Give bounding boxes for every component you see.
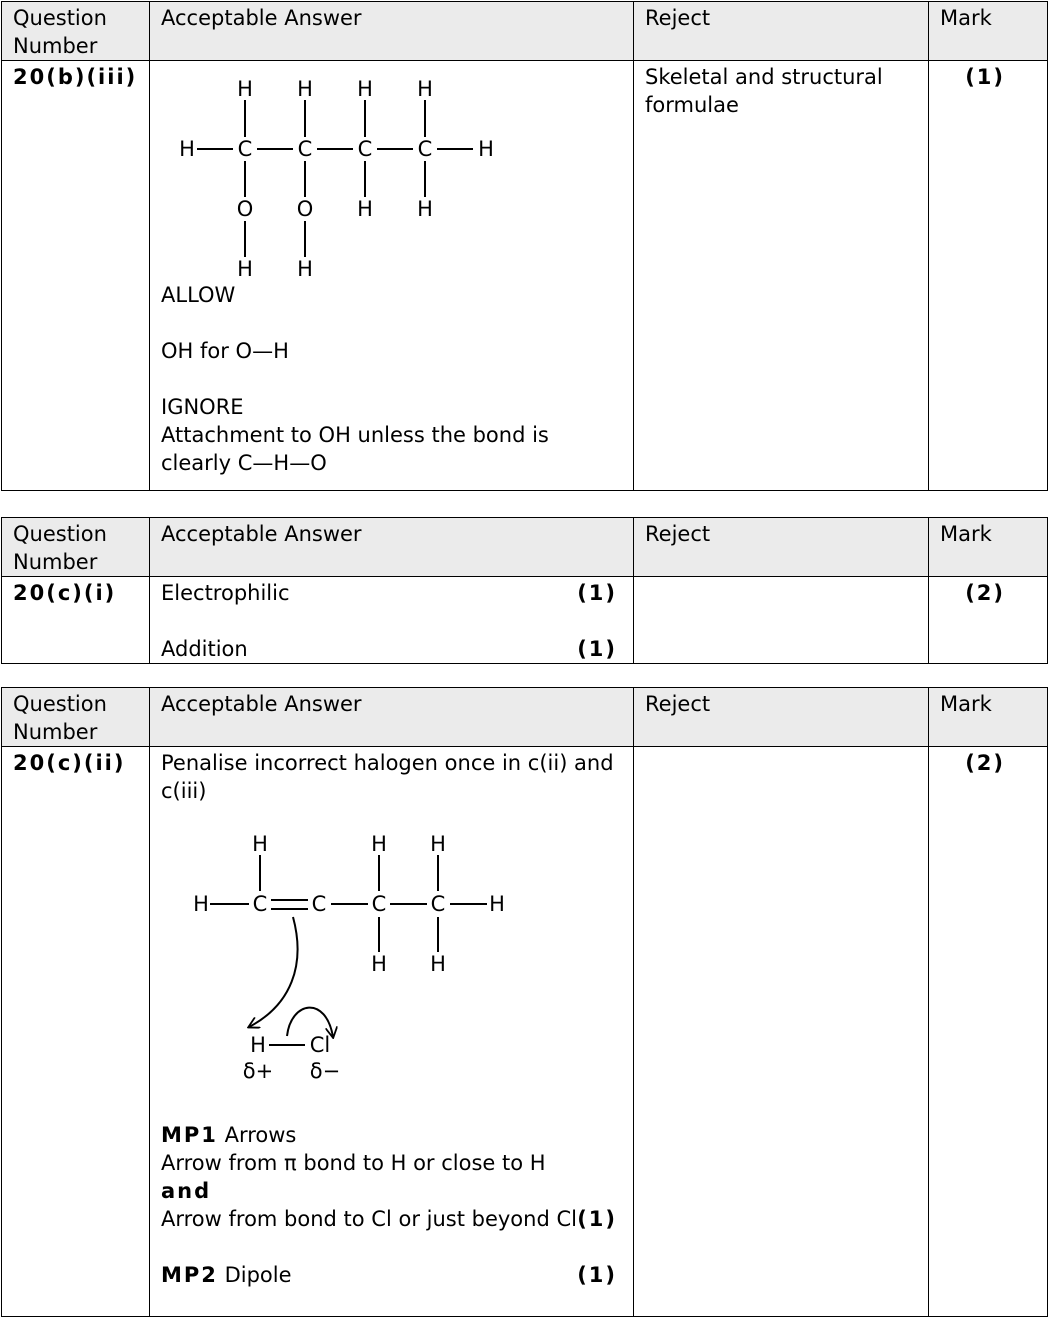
answer-line: [161, 635, 623, 663]
mark-cell: (1): [929, 61, 1048, 491]
h-atom: H: [430, 952, 446, 976]
delta-minus-label: δ−: [309, 1059, 341, 1083]
header-question-number: Question Number: [2, 688, 150, 747]
mark-cell: (2): [929, 747, 1048, 1317]
h-atom: H: [237, 257, 253, 281]
h-atom: H: [371, 832, 387, 856]
mp2-label: MP2: [161, 1263, 218, 1287]
o-atom: O: [296, 197, 314, 221]
header-acceptable-answer: Acceptable Answer: [150, 518, 634, 577]
h-atom: H: [430, 832, 446, 856]
h-atom: H: [478, 137, 494, 161]
penalty-note: Penalise incorrect halogen once in c(ii) and c(iii): [161, 751, 614, 803]
c-atom: C: [430, 892, 446, 916]
header-row: [2, 688, 1048, 747]
h-atom: H: [179, 137, 195, 161]
header-reject: Reject: [634, 2, 929, 61]
acceptable-answer-cell: [150, 61, 634, 491]
markscheme-table-20biii: [1, 1, 1048, 491]
answer-row: [2, 61, 1048, 491]
mp2-title: Dipole: [224, 1263, 292, 1287]
question-number: 20(b)(iii): [2, 61, 150, 491]
mp1-line2: [161, 1205, 623, 1233]
h-atom: H: [193, 892, 209, 916]
answer-line: [161, 579, 623, 607]
mp1-title: Arrows: [224, 1123, 297, 1147]
butanediol-structure: [161, 63, 521, 281]
c-atom: C: [417, 137, 433, 161]
h-atom: H: [357, 197, 373, 221]
mp2-mark: (1): [577, 1263, 617, 1287]
answer-text: Electrophilic: [161, 581, 290, 605]
acceptable-answer-cell: [150, 747, 634, 1317]
mp1-line2-text: Arrow from bond to Cl or just beyond Cl: [161, 1207, 577, 1231]
cl-atom: Cl: [309, 1033, 331, 1057]
reject-cell: [634, 747, 929, 1317]
ignore-text: Attachment to OH unless the bond is clearly C—H—O: [161, 423, 549, 475]
mark-cell: (2): [929, 577, 1048, 664]
h-atom: H: [489, 892, 505, 916]
reject-cell: [634, 577, 929, 664]
markscheme-table-20ci: [1, 517, 1048, 664]
mp1-heading: [161, 1121, 623, 1149]
c-atom: C: [297, 137, 313, 161]
answer-row: [2, 577, 1048, 664]
c-atom: C: [371, 892, 387, 916]
h-atom: H: [237, 77, 253, 101]
h-atom: H: [417, 197, 433, 221]
header-mark: Mark: [929, 688, 1048, 747]
h-atom: H: [252, 832, 268, 856]
answer-row: [2, 747, 1048, 1317]
c-atom: C: [252, 892, 268, 916]
acceptable-answer-cell: [150, 577, 634, 664]
question-number: 20(c)(i): [2, 577, 150, 664]
header-reject: Reject: [634, 518, 929, 577]
delta-plus-label: δ+: [242, 1059, 274, 1083]
mp1-label: MP1: [161, 1123, 218, 1147]
h-atom: H: [297, 257, 313, 281]
header-row: [2, 2, 1048, 61]
header-acceptable-answer: Acceptable Answer: [150, 2, 634, 61]
h-atom: H: [357, 77, 373, 101]
ignore-label: IGNORE: [161, 395, 244, 419]
header-mark: Mark: [929, 2, 1048, 61]
mp1-mark: (1): [577, 1207, 617, 1231]
header-question-number: Question Number: [2, 518, 150, 577]
c-atom: C: [311, 892, 327, 916]
answer-text: Addition: [161, 637, 248, 661]
c-atom: C: [237, 137, 253, 161]
mp1-line1: Arrow from π bond to H or close to H: [161, 1151, 546, 1175]
allow-text: OH for O—H: [161, 339, 289, 363]
h-atom: H: [297, 77, 313, 101]
mp2-line: [161, 1261, 623, 1289]
markscheme-table-20cii: [1, 687, 1048, 1317]
reject-cell: Skeletal and structural formulae: [634, 61, 929, 491]
answer-mark: (1): [577, 581, 617, 605]
o-atom: O: [236, 197, 254, 221]
answer-mark: (1): [577, 637, 617, 661]
header-mark: Mark: [929, 518, 1048, 577]
header-acceptable-answer: Acceptable Answer: [150, 688, 634, 747]
h-atom: H: [417, 77, 433, 101]
header-question-number: Question Number: [2, 2, 150, 61]
c-atom: C: [357, 137, 373, 161]
header-reject: Reject: [634, 688, 929, 747]
allow-label: ALLOW: [161, 283, 236, 307]
mp1-and: and: [161, 1179, 212, 1203]
h-atom: H: [250, 1033, 266, 1057]
header-row: [2, 518, 1048, 577]
question-number: 20(c)(ii): [2, 747, 150, 1317]
mechanism-diagram: [161, 805, 541, 1121]
h-atom: H: [371, 952, 387, 976]
